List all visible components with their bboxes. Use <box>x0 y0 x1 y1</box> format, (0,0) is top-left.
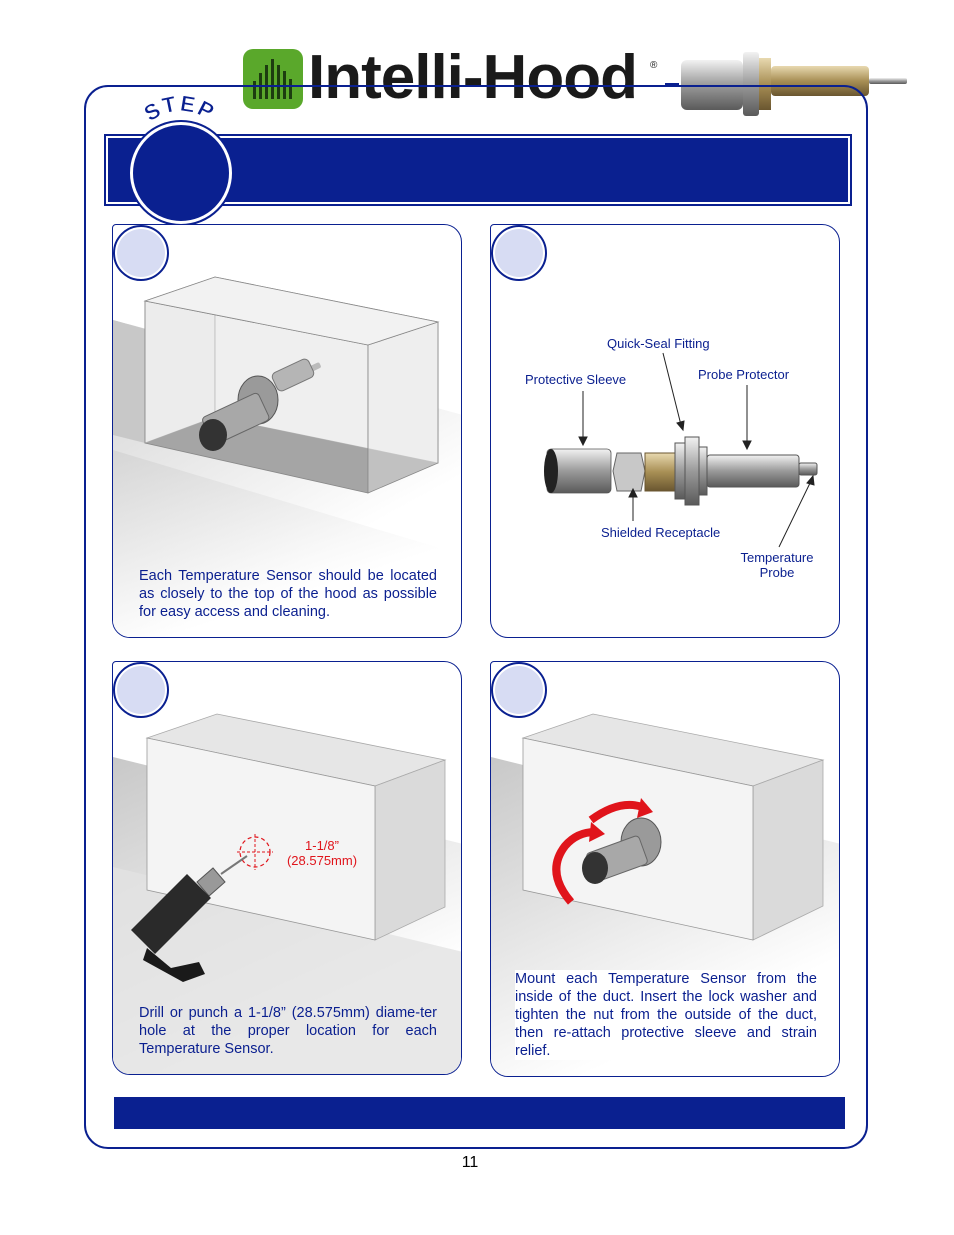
step-number-circle <box>130 122 232 224</box>
registered-mark: ® <box>650 60 658 71</box>
brand-name: Intelli-Hood <box>308 43 637 112</box>
callout-temperature-probe-line2: Probe <box>759 565 795 580</box>
panel-1-text: Each Temperature Sensor should be located as closely to the top of the hood as possible for easy access and cleaning. <box>139 568 437 620</box>
instruction-panel-2 <box>490 224 840 638</box>
callout-quick-seal-fitting: Quick-Seal Fitting <box>607 336 710 351</box>
callout-protective-sleeve: Protective Sleeve <box>525 372 627 387</box>
footer-bar <box>114 1097 845 1129</box>
panel-4-text: Mount each Temperature Sensor from the inside of the duct. Insert the lock washer and tighten the nut from the outside of the duct, then re-attach protective sleeve and strain relief. <box>515 971 817 1059</box>
hole-size-mm: (28.575mm) <box>286 853 358 868</box>
callout-shielded-receptacle: Shielded Receptacle <box>601 525 721 540</box>
step-label <box>135 90 225 130</box>
page-number: 11 <box>461 1154 479 1171</box>
callout-temperature-probe <box>737 550 817 580</box>
instruction-panel-1 <box>112 224 462 638</box>
substep-badge-1 <box>113 225 169 281</box>
hole-size-inches: 1-1/8” <box>305 838 339 853</box>
callout-temperature-probe-line1: Temperature <box>740 550 814 565</box>
substep-badge-4 <box>491 662 547 718</box>
callout-probe-protector: Probe Protector <box>698 367 790 382</box>
substep-badge-3 <box>113 662 169 718</box>
instruction-panel-3 <box>112 661 462 1075</box>
instruction-panel-4 <box>490 661 840 1077</box>
panel-3-text: Drill or punch a 1-1/8” (28.575mm) diame-ter hole at the proper location for each Temperature Sensor. <box>139 1005 437 1057</box>
hole-size-label <box>277 838 367 868</box>
substep-badge-2 <box>491 225 547 281</box>
svg-text:STEP: STEP <box>139 90 220 127</box>
